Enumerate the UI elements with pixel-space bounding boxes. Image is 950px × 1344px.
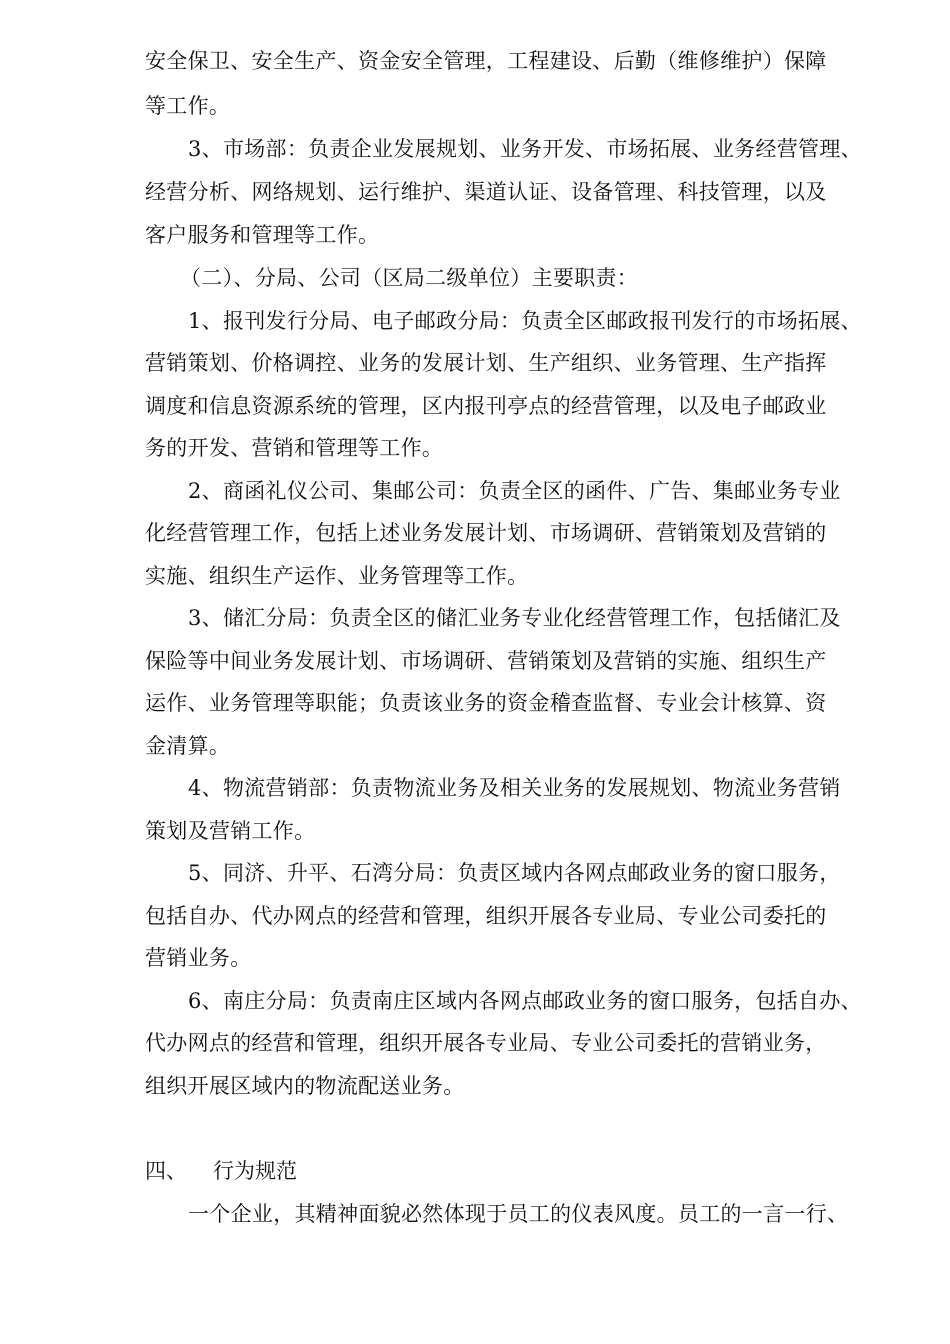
text-line: 等工作。 <box>145 94 231 118</box>
text-line: 策划及营销工作。 <box>145 819 316 843</box>
text-line: 6、南庄分局：负责南庄区域内各网点邮政业务的窗口服务，包括自办、 <box>188 989 862 1013</box>
text-line: 包括自办、代办网点的经营和管理，组织开展各专业局、专业公司委托的 <box>145 904 827 928</box>
text-line: 实施、组织生产运作、业务管理等工作。 <box>145 564 529 588</box>
text-line: 一个企业，其精神面貌必然体现于员工的仪表风度。员工的一言一行、 <box>188 1202 849 1226</box>
text-line: 务的开发、营销和管理等工作。 <box>145 436 444 460</box>
text-line: 营销业务。 <box>145 946 252 970</box>
section-title: 行为规范 <box>213 1159 297 1183</box>
text-line: 保险等中间业务发展计划、市场调研、营销策划及营销的实施、组织生产 <box>145 649 827 673</box>
text-line: 1、报刊发行分局、电子邮政分局：负责全区邮政报刊发行的市场拓展、 <box>188 309 862 333</box>
text-line: 3、储汇分局：负责全区的储汇业务专业化经营管理工作，包括储汇及 <box>188 606 841 630</box>
text-line: 4、物流营销部：负责物流业务及相关业务的发展规划、物流业务营销 <box>188 776 841 800</box>
text-line: 3、市场部：负责企业发展规划、业务开发、市场拓展、业务经营管理、 <box>188 137 862 161</box>
text-line: 调度和信息资源系统的管理，区内报刊亭点的经营管理，以及电子邮政业 <box>145 394 827 418</box>
section-number: 四、 <box>145 1159 187 1183</box>
text-line: 经营分析、网络规划、运行维护、渠道认证、设备管理、科技管理，以及 <box>145 180 827 204</box>
text-line: 营销策划、价格调控、业务的发展计划、生产组织、业务管理、生产指挥 <box>145 351 827 375</box>
text-line: 客户服务和管理等工作。 <box>145 223 380 247</box>
text-line: 2、商函礼仪公司、集邮公司：负责全区的函件、广告、集邮业务专业 <box>188 479 841 503</box>
subsection-heading: （二）、分局、公司（区局二级单位）主要职责： <box>180 266 639 290</box>
text-line: 化经营管理工作，包括上述业务发展计划、市场调研、营销策划及营销的 <box>145 521 827 545</box>
text-line: 安全保卫、安全生产、资金安全管理，工程建设、后勤（维修维护）保障 <box>145 49 827 73</box>
text-line: 运作、业务管理等职能；负责该业务的资金稽查监督、专业会计核算、资 <box>145 691 827 715</box>
text-line: 5、同济、升平、石湾分局：负责区域内各网点邮政业务的窗口服务， <box>188 861 841 885</box>
text-line: 代办网点的经营和管理，组织开展各专业局、专业公司委托的营销业务， <box>145 1031 827 1055</box>
text-line: 组织开展区域内的物流配送业务。 <box>145 1074 465 1098</box>
text-line: 金清算。 <box>145 734 231 758</box>
